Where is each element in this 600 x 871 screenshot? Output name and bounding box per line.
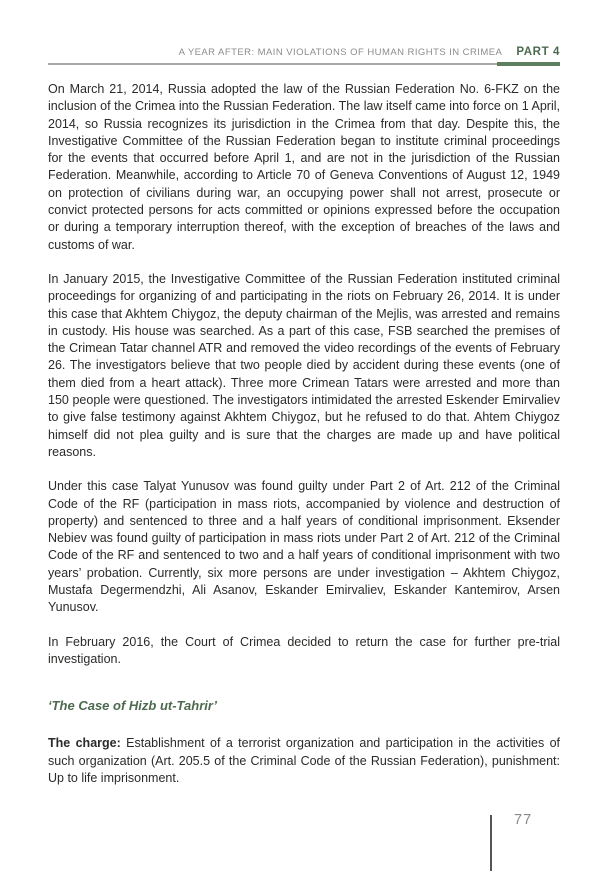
page-body	[48, 81, 560, 804]
paragraph-court-return: In February 2016, the Court of Crimea decided to return the case for further pre-trial investigation.	[48, 634, 560, 666]
header-rule	[48, 63, 560, 65]
header-row	[48, 0, 560, 58]
page-header	[48, 0, 560, 65]
paragraph-charge	[48, 735, 560, 787]
part-label: PART 4	[516, 46, 560, 58]
paragraph-verdicts: Under this case Talyat Yunusov was found guilty under Part 2 of Art. 212 of the Criminal Code of the RF (participation in mass riots, accompanied by violence and destruction of property) and sentenced to three and a half years of conditional imprisonment. Eksender Nebiev was found guilty of participation in mass riots under Part 2 of Art. 212 of the Criminal Code of the RF and sentenced to two and a half years of conditional imprisonment with two years’ probation. Currently, six more persons are under investigation – Akhtem Chiygoz, Mustafa Degermendzhi, Ali Asanov, Eskander Emirvaliev, Eskander Kantemirov, Arsen Yunusov.	[48, 479, 560, 615]
header-rule-accent	[497, 62, 560, 66]
section-heading: ‘The Case of Hizb ut-Tahrir’	[48, 698, 218, 714]
running-title: A YEAR AFTER: MAIN VIOLATIONS OF HUMAN RIGHTS IN CRIMEA	[178, 47, 503, 58]
charge-label: The charge:	[48, 736, 121, 751]
page-number: 77	[514, 812, 533, 828]
footer-accent-bar	[490, 815, 492, 871]
charge-text: Establishment of a terrorist organization and participation in the activities of such organization (Art. 205.5 of the Criminal Code of the Russian Federation), punishment: Up to life imprisonment.	[48, 736, 560, 785]
paragraph-riots-case: In January 2015, the Investigative Committee of the Russian Federation instituted criminal proceedings for organizing of and participating in the riots on February 26, 2014. It is under this case that Akhtem Chiygoz, the deputy chairman of the Mejlis, was arrested and remains in custody. His house was searched. As a part of this case, FSB searched the premises of the Crimean Tatar channel ATR and removed the video recordings of the events of February 26. The investigators believe that two people died by accident during these events (one of them died from a heart attack). Three more Crimean Tatars were arrested and more than 150 people were questioned. The investigators intimidated the arrested Eskender Emirvaliev to give false testimony against Akhtem Chiygoz, but he refused to do that. Ahtem Chiygoz himself did not plea guilty and is sure that the charges are made up and have political reasons.	[48, 271, 560, 459]
paragraph-law-adoption: On March 21, 2014, Russia adopted the law of the Russian Federation No. 6-FKZ on the inclusion of the Crimea into the Russian Federation. The law itself came into force on 1 April, 2014, so Russia recognizes its jurisdiction in the Crimea from that day. Despite this, the Investigative Committee of the Russian Federation began to institute criminal proceedings for the events that occurred before April 1, and are not in the jurisdiction of the Russian Federation. Meanwhile, according to Article 70 of Geneva Conventions of August 12, 1949 on protection of civilians during war, an occupying power shall not arrest, prosecute or convict protected persons for acts committed or opinions expressed before the occupation or during a temporary interruption thereof, with the exception of breaches of the laws and customs of war.	[48, 82, 560, 252]
